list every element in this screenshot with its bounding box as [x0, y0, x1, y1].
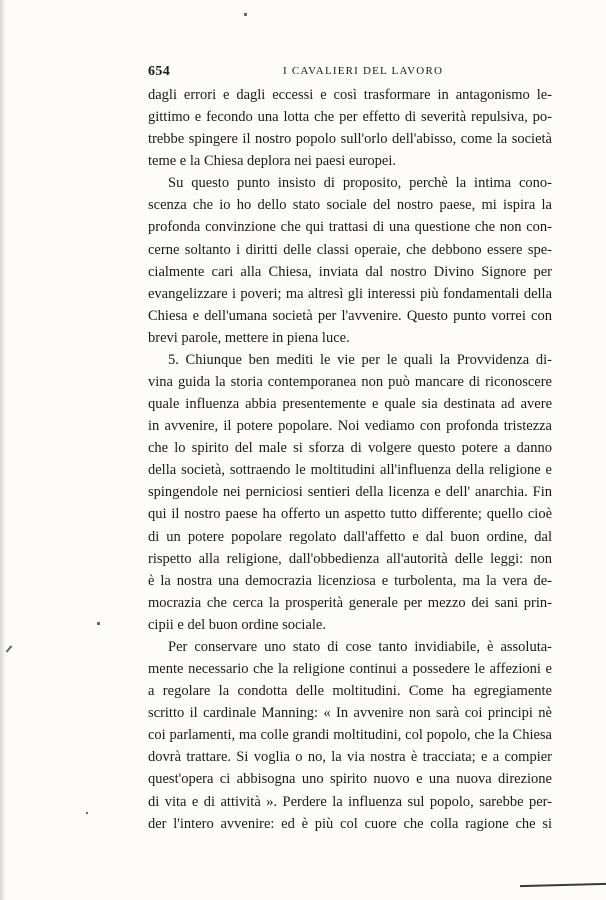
margin-speck [86, 812, 88, 814]
text-line: scritto il cardinale Manning: « In avvenire non sarà coi principi nè [148, 705, 552, 722]
text-line: in avvenire, il potere popolare. Noi vediamo con profonda tristezza [148, 418, 552, 435]
text-line: spingendole nei perniciosi sentieri della licenza e dell' anarchia. Fin [148, 484, 552, 501]
text-line: di vita e di attività ». Perdere la influenza sul popolo, sarebbe per- [148, 793, 552, 810]
text-line: dagli errori e dagli eccessi e così trasformare in antagonismo le- [148, 87, 552, 103]
text-line: coi parlamenti, ma colle grandi moltitudini, col popolo, che la Chiesa [148, 727, 552, 744]
text-line: Chiesa e dell'umana società per l'avvenire. Questo punto vorrei con [148, 307, 552, 324]
text-line: è la nostra una democrazia licenziosa e turbolenta, ma la vera de- [148, 572, 552, 589]
margin-speck [97, 622, 100, 625]
text-line: che lo spirito del male si sforza di volgere questo potere a danno [148, 440, 552, 457]
text-line: mente necessario che la religione continui a possedere le affezioni e [148, 661, 552, 678]
text-line: mocrazia che cerca la prosperità generale per mezzo dei sani prin- [148, 594, 552, 611]
page-edge-shadow [0, 0, 6, 900]
text-line: a regolare la condotta delle moltitudini. Come ha egregiamente [148, 683, 552, 700]
text-line: Su questo punto insisto di proposito, perchè la intima cono- [168, 175, 552, 192]
text-line: scenza che io ho dello stato sociale del nostro paese, mi ispira la [148, 197, 552, 214]
text-line: 5. Chiunque ben mediti le vie per le quali la Provvidenza di- [168, 351, 552, 368]
text-line: gittimo e fecondo una lotta che per effetto di severità repulsiva, po- [148, 109, 552, 126]
text-line: qui il nostro paese ha offerto un aspetto tutto differente; quello cioè [148, 506, 552, 523]
margin-speck [6, 645, 13, 652]
text-line: profonda convinzione che qui trattasi di una questione che non con- [148, 219, 552, 236]
running-head [148, 64, 552, 82]
body-text [148, 84, 552, 835]
text-line: Per conservare uno stato di cose tanto invidiabile, è assoluta- [168, 638, 552, 655]
text-line: di un potere popolare regolato dall'affetto e dal buon ordine, dal [148, 528, 552, 545]
running-title: I CAVALIERI DEL LAVORO [283, 65, 444, 77]
text-line: der l'intero avvenire: ed è più col cuore che colla ragione che si [148, 815, 552, 832]
text-line: cerne soltanto i diritti delle classi operaie, che debbono essere spe- [148, 241, 552, 258]
margin-speck [244, 13, 247, 16]
text-line: vina guida la storia contemporanea non può mancare di riconoscere [148, 374, 552, 391]
bottom-edge-rule [520, 883, 606, 887]
text-line: della società, sottraendo le moltitudini all'influenza della religione e [148, 462, 552, 479]
text-line: trebbe spingere il nostro popolo sull'orlo dell'abisso, come la società [148, 131, 552, 148]
page-number: 654 [148, 64, 171, 79]
text-line: dovrà trattare. Si voglia o no, la via nostra è tracciata; e a compier [148, 749, 552, 766]
text-line: quest'opera ci abbisogna uno spirito nuovo e una nuova direzione [148, 771, 552, 788]
text-line: brevi parole, mettere in piena luce. [148, 329, 350, 346]
text-line: rispetto alla religione, dall'obbedienza all'autorità delle leggi: non [148, 550, 552, 567]
text-line: cialmente cari alla Chiesa, inviata dal nostro Divino Signore per [148, 263, 552, 280]
text-line: cipii e del buon ordine sociale. [148, 616, 326, 633]
text-line: teme e la Chiesa deplora nei paesi europei. [148, 153, 397, 170]
text-line: quale influenza abbia presentemente e quale sia destinata ad avere [148, 396, 552, 413]
text-line: evangelizzare i poveri; ma altresì gli interessi più fondamentali della [148, 285, 552, 302]
